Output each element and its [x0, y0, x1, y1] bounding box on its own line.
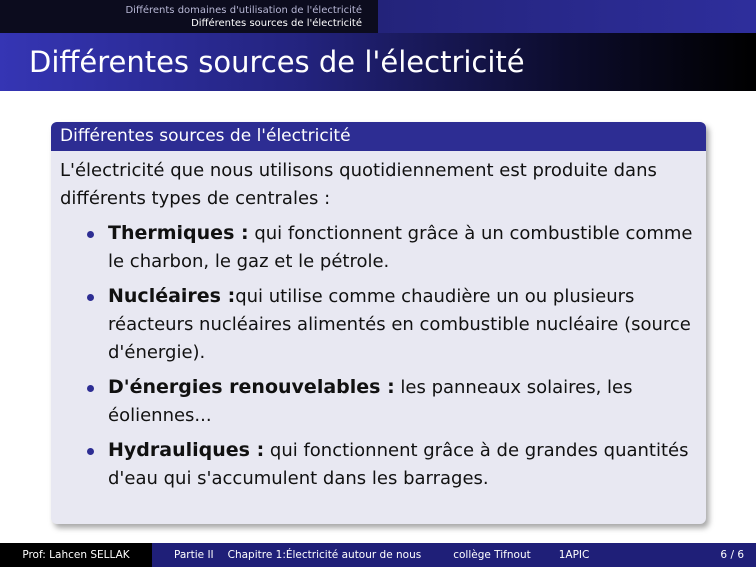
list-item [60, 282, 698, 367]
bullet-icon [87, 385, 94, 392]
headline [0, 0, 756, 33]
footer-chapter: Chapitre 1:Électricité autour de nous [227, 549, 422, 561]
footline [0, 543, 756, 567]
item-text: qui utilise comme chaudière un ou plusieurs réacteurs nucléaires alimentés en combustible nucléaire (source d'énergie). [108, 286, 691, 363]
footer-author: Prof: Lahcen SELLAK [0, 543, 152, 567]
item-term: D'énergies renouvelables : [108, 376, 395, 398]
intro-text: L'électricité que nous utilisons quotidiennement est produite dans différents types de centrales : [60, 160, 657, 209]
headline-right-bar [378, 0, 756, 33]
content-block [51, 122, 706, 524]
item-text: qui fonctionnent grâce à un combustible comme le charbon, le gaz et le pétrole. [108, 223, 693, 272]
footer-school: collège Tifnout [453, 549, 531, 561]
item-term: Nucléaires : [108, 285, 236, 307]
block-body [51, 151, 706, 493]
footer-page-number: 6 / 6 [720, 549, 744, 561]
bullet-icon [87, 448, 94, 455]
section-navigation [0, 0, 378, 33]
bullet-icon [87, 231, 94, 238]
block-title: Différentes sources de l'électricité [51, 122, 706, 151]
nav-section-link[interactable]: Différents domaines d'utilisation de l'électricité [125, 4, 362, 16]
item-term: Hydrauliques : [108, 439, 265, 461]
footer-part: Partie II [174, 549, 214, 561]
frame-title: Différentes sources de l'électricité [29, 45, 525, 79]
bullet-icon [87, 294, 94, 301]
item-term: Thermiques : [108, 222, 249, 244]
list-item [60, 219, 698, 276]
sources-list [60, 219, 698, 493]
item-text: les panneaux solaires, les éoliennes... [108, 377, 633, 426]
footer-class: 1APIC [558, 549, 590, 561]
nav-subsection-link[interactable]: Différentes sources de l'électricité [191, 17, 362, 29]
list-item [60, 373, 698, 430]
footer-info [152, 543, 756, 567]
frame-title-bar [0, 33, 756, 91]
item-text: qui fonctionnent grâce à de grandes quantités d'eau qui s'accumulent dans les barrages. [108, 440, 689, 489]
list-item [60, 436, 698, 493]
